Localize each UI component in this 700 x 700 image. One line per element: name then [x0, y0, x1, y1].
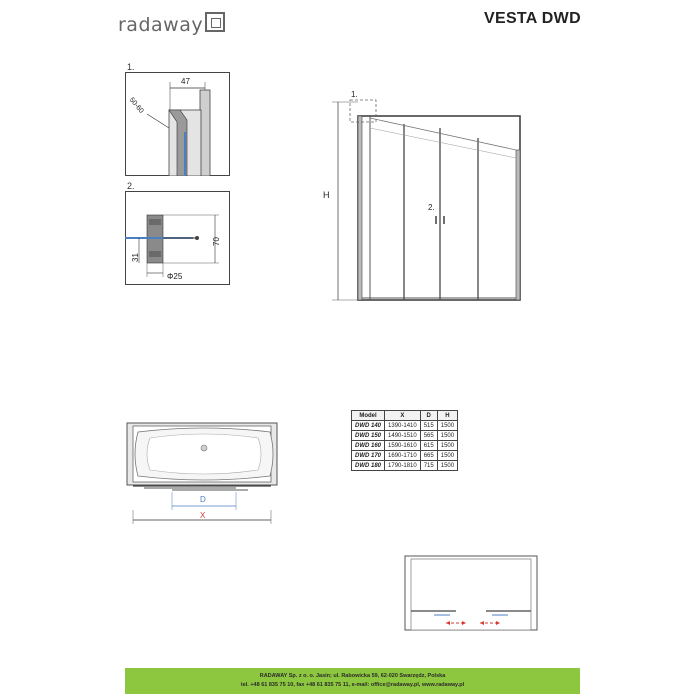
table-cell-x: 1490-1510 — [385, 431, 421, 441]
table-cell-x: 1690-1710 — [385, 451, 421, 461]
plan-view-drawing — [124, 420, 284, 525]
plan-dim-x: X — [200, 511, 206, 520]
table-cell-d: 665 — [420, 451, 437, 461]
front-callout-2: 2. — [428, 203, 435, 212]
plan-dim-d: D — [200, 495, 206, 504]
table-cell-h: 1500 — [437, 451, 457, 461]
table-cell-h: 1500 — [437, 421, 457, 431]
table-cell-h: 1500 — [437, 441, 457, 451]
detail-1-dim-width: 47 — [181, 77, 190, 86]
table-row — [352, 461, 458, 471]
brand-name: radaway — [118, 14, 204, 36]
table-cell-x: 1590-1610 — [385, 441, 421, 451]
table-row — [352, 431, 458, 441]
detail-2-drawing — [125, 191, 230, 285]
table-cell-d: 615 — [420, 441, 437, 451]
table-row — [352, 441, 458, 451]
spec-table-header-row — [352, 411, 458, 421]
detail-1-dim-depth: 50-60 — [127, 96, 145, 115]
table-row — [352, 451, 458, 461]
model-title: VESTA DWD — [484, 10, 581, 27]
table-cell-model: DWD 140 — [352, 421, 385, 431]
footer-address: RADAWAY Sp. z o. o. Jasin; ul. Rabowicka 59, 62-020 Swarzędz, Polska — [259, 673, 446, 679]
detail-1-drawing — [125, 72, 230, 176]
detail-2-dim-height: 70 — [212, 237, 221, 246]
detail-1-number: 1. — [127, 62, 135, 72]
spec-col-model: Model — [352, 411, 385, 421]
table-cell-model: DWD 150 — [352, 431, 385, 441]
detail-2-dim-diameter: Φ25 — [167, 272, 183, 281]
spec-col-d: D — [420, 411, 437, 421]
table-row — [352, 421, 458, 431]
front-dim-height: H — [323, 190, 330, 200]
detail-2-dim-offset: 31 — [131, 253, 140, 262]
brand-logo-icon — [205, 12, 225, 32]
table-cell-d: 565 — [420, 431, 437, 441]
spec-table — [351, 410, 458, 471]
front-view-drawing — [318, 88, 538, 308]
table-cell-x: 1390-1410 — [385, 421, 421, 431]
table-cell-d: 715 — [420, 461, 437, 471]
table-cell-model: DWD 170 — [352, 451, 385, 461]
footer-contact: tel. +48 61 835 75 10, fax +48 61 835 75 11, e-mail: office@radaway.pl, www.radaway.pl — [240, 682, 465, 688]
opening-direction-drawing — [402, 553, 540, 633]
spec-col-h: H — [437, 411, 457, 421]
table-cell-x: 1790-1810 — [385, 461, 421, 471]
spec-col-x: X — [385, 411, 421, 421]
footer-bar — [125, 668, 580, 694]
table-cell-model: DWD 180 — [352, 461, 385, 471]
table-cell-model: DWD 160 — [352, 441, 385, 451]
table-cell-h: 1500 — [437, 431, 457, 441]
table-cell-h: 1500 — [437, 461, 457, 471]
table-cell-d: 515 — [420, 421, 437, 431]
detail-2-number: 2. — [127, 181, 135, 191]
front-callout-1: 1. — [351, 90, 358, 99]
